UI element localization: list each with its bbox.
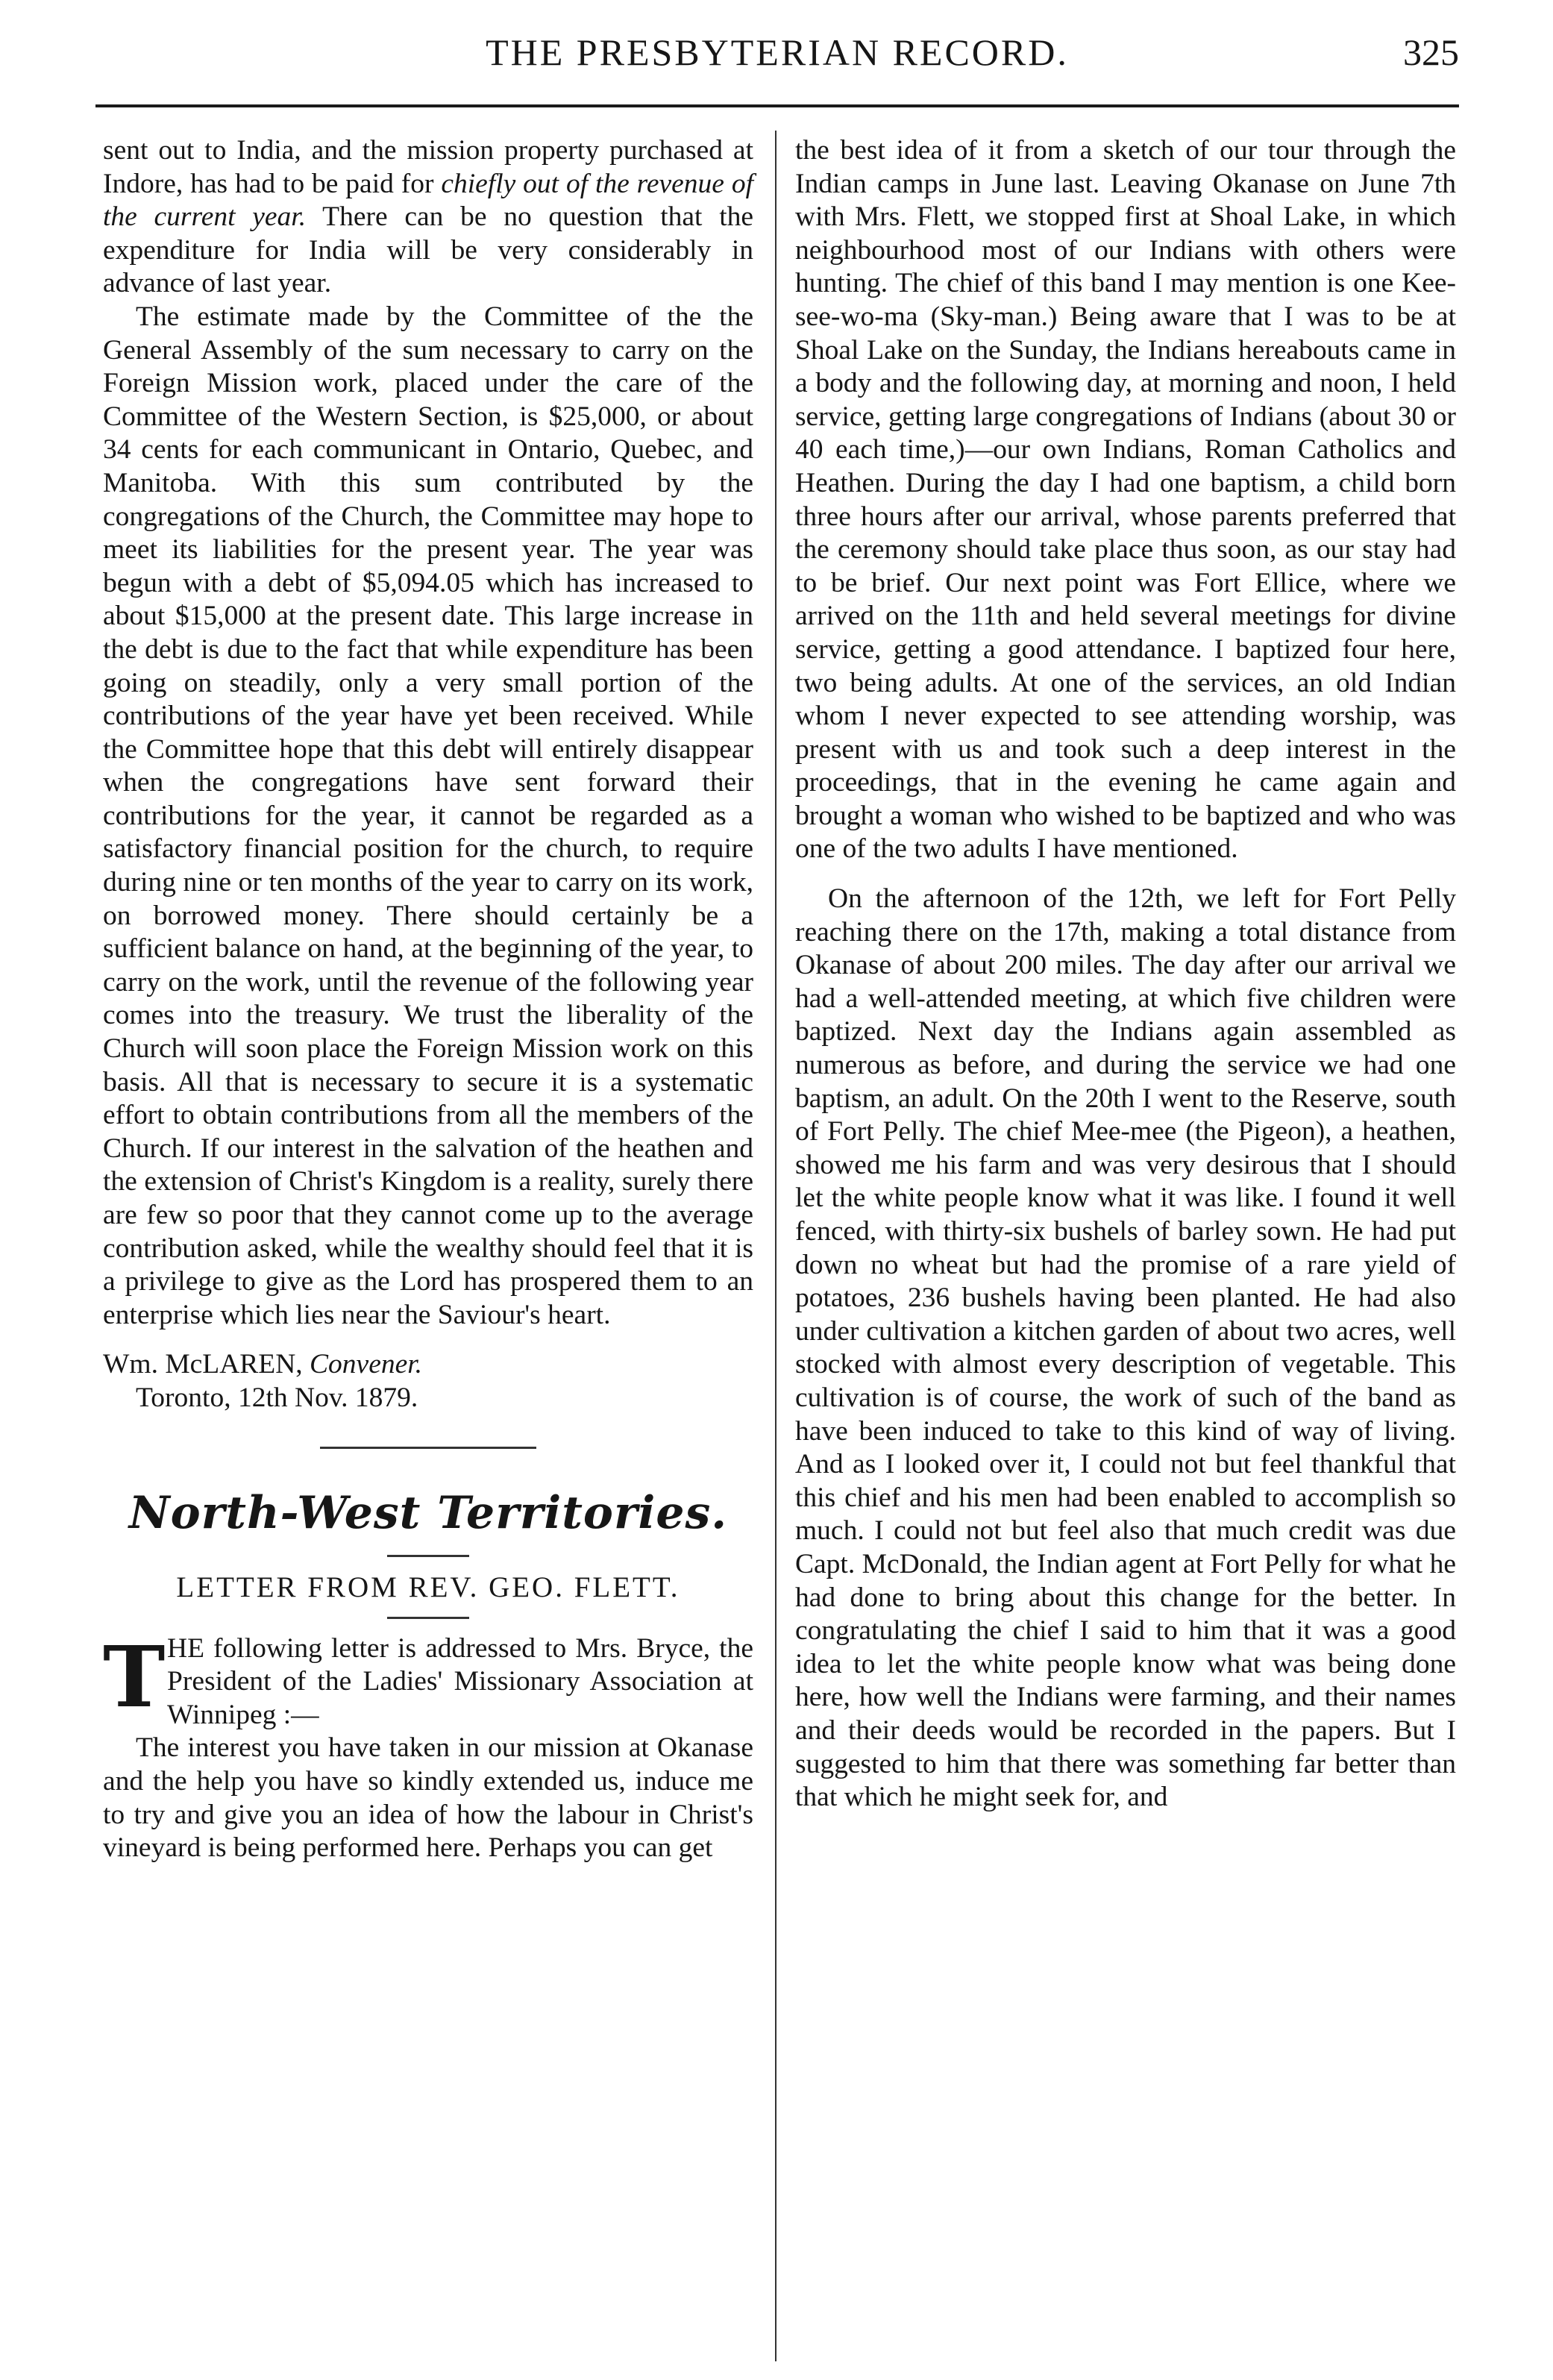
- paragraph-india-expenditure: sent out to India, and the mission property purchased at Indore, has had to be paid for chiefly out of the revenue of the current year. There can be no question that the expenditure for India will be very considerably in advance of last year.: [103, 135, 754, 299]
- page-number: 325: [1403, 31, 1459, 73]
- section-divider: [320, 1447, 536, 1449]
- paragraph-tour-sketch: the best idea of it from a sketch of our tour through the Indian camps in June last. Leaving Okanase on June 7th with Mrs. Flett, we stopped first at Shoal Lake, in which neighbourhood most of our Indians with others were hunting. The chief of this band I may mention is one Kee-see-wo-ma (Sky-man.) Being aware that I was to be at Shoal Lake on the Sunday, the Indians hereabouts came in a body and the following day, at morning and noon, I held service, getting large congregations of Indians (about 30 or 40 each time,)—our own Indians, Roman Catholics and Heathen. During the day I had one baptism, a child born three hours after our arrival, whose parents preferred that the ceremony should take place thus soon, as our stay had to be brief. Our next point was Fort Ellice, where we arrived on the 11th and held several meetings for divine service, getting a good attendance. I baptized four here, two being adults. At one of the services, an old Indian whom I never expected to see attending worship, was present with us and took such a deep interest in the proceedings, that in the evening he came again and brought a woman who wished to be baptized and who was one of the two adults I have mentioned.: [795, 135, 1456, 865]
- column-divider: [775, 131, 776, 2361]
- letter-intro: [103, 1628, 753, 1732]
- paragraph-estimate: The estimate made by the Committee of the the General Assembly of the sum necessary to carry on the Foreign Mission work, placed under the care of the Committee of the Western Section, is $25,000, or about 34 cents for each communicant in Ontario, Quebec, and Manitoba. With this sum contributed by the congregations of the Church, the Committee may hope to meet its liabilities for the present year. The year was begun with a debt of $5,094.05 which has increased to about $15,000 at the present date. This large increase in the debt is due to the fact that while expenditure has been going on steadily, only a very small portion of the contributions of the year have yet been received. While the Committee hope that this debt will entirely disappear when the congregations have sent forward their contributions for the year, it cannot be regarded as a satisfactory financial position for the church, to require during nine or ten months of the year to carry on its work, on borrowed money. There should certainly be a sufficient balance on hand, at the beginning of the year, to carry on the work, until the revenue of the following year comes into the treasury. We trust the liberality of the Church will soon place the Foreign Mission work on this basis. All that is necessary to secure it is a systematic effort to obtain contributions from all the members of the Church. If our interest in the salvation of the heathen and the extension of Christ's Kingdom is a reality, surely there are few so poor that they cannot come up to the average contribution asked, while the wealthy should feel that it is a privilege to give as the Lord has prospered them to an enterprise which lies near the Saviour's heart.: [103, 301, 753, 1330]
- publication-title: THE PRESBYTERIAN RECORD.: [486, 31, 1069, 73]
- section-title: North-West Territories.: [128, 1486, 728, 1539]
- left-column: [103, 134, 753, 1865]
- header-rule: [95, 104, 1459, 107]
- paragraph-fort-pelly: On the afternoon of the 12th, we left for Fort Pelly reaching there on the 17th, making a total distance from Okanase of about 200 miles. The day after our arrival we had a well-attended meeting, at which five children were baptized. Next day the Indians again assembled as numerous as before, and during the service we had one baptism, an adult. On the 20th I went to the Reserve, south of Fort Pelly. The chief Mee-mee (the Pigeon), a heathen, showed me his farm and was very desirous that I should let the white people know what it was like. I found it well fenced, with thirty-six bushels of barley sown. He had put down no wheat but had the promise of a rare yield of potatoes, 236 bushels having been planted. He had also under cultivation a kitchen garden of about two acres, well stocked with almost every description of vegetable. This cultivation is of course, the work of such of the band as have been induced to take to this kind of way of living. And as I looked over it, I could not but feel thankful that this chief and his men had been enabled to accomplish so much. I could not but feel also that much credit was due Capt. McDonald, the Indian agent at Fort Pelly for what he had done to bring about this change for the better. In congratulating the chief I said to him that it was a good idea to let the white people know what was being done here, how well the Indians were farming, and their names and their deeds would be recorded in the papers. But I suggested to him that there was something far better than that which he might seek for, and: [795, 883, 1456, 1813]
- place-date: Toronto, 12th Nov. 1879.: [136, 1382, 418, 1413]
- emphasis-revenue: chiefly out of the revenue of the current year.: [103, 168, 753, 233]
- letter-intro-text: HE following letter is addressed to Mrs. Bryce, the President of the Ladies' Missionary Association at Winnipeg :—: [167, 1632, 753, 1730]
- signature-title: Convener.: [310, 1349, 423, 1380]
- signature-name: Wm. McLAREN,: [103, 1349, 303, 1380]
- title-underline: [387, 1555, 469, 1557]
- page-header: [95, 25, 1459, 79]
- right-column: [795, 134, 1456, 1814]
- subheading-rule: [387, 1617, 469, 1619]
- signature: [103, 1348, 753, 1382]
- paragraph-letter-opening: The interest you have taken in our mission at Okanase and the help you have so kindly extended us, induce me to try and give you an idea of how the labour in Christ's vineyard is being performed here. Perhaps you can get: [103, 1732, 753, 1864]
- drop-cap: T: [103, 1628, 166, 1726]
- letter-subheading: LETTER FROM REV. GEO. FLETT.: [176, 1571, 680, 1603]
